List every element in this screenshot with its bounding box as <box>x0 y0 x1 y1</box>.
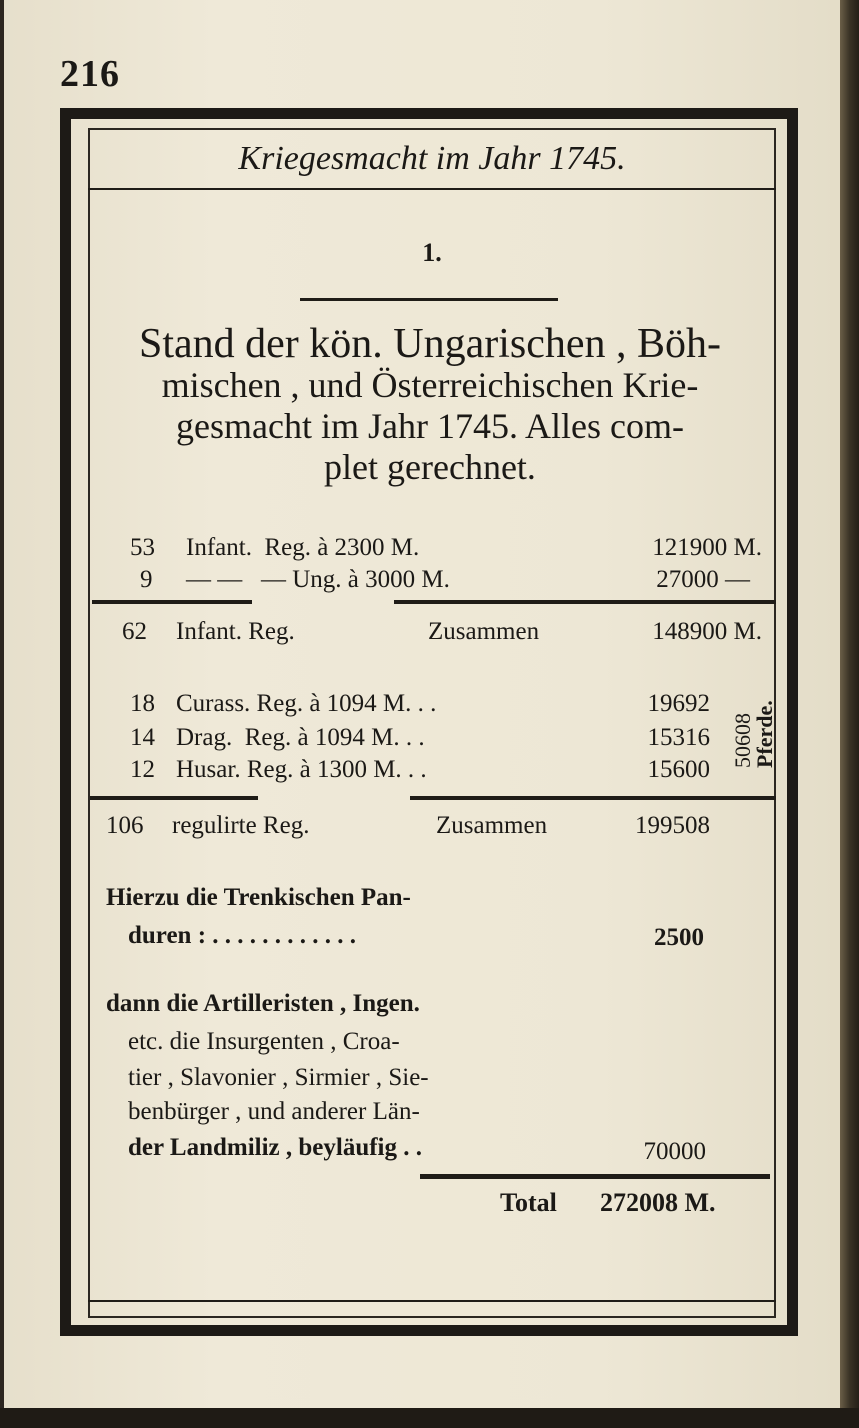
cavalry-row-text: Husar. Reg. à 1300 M. . . <box>176 756 427 783</box>
grand-total-value: 272008 M. <box>600 1188 716 1217</box>
pandur-line-2: duren : . . . . . . . . . . . . <box>128 922 357 949</box>
misc-line-3: tier , Slavonier , Sirmier , Sie- <box>128 1064 429 1091</box>
horses-label: Pferde. <box>752 700 777 768</box>
cavalry-row-value: 15600 <box>647 756 710 783</box>
infantry-row-text: Infant. Reg. à 2300 M. <box>186 534 420 561</box>
main-title <box>92 321 768 488</box>
infantry-row-value: 27000 — <box>656 566 750 593</box>
main-title-line-2: mischen , und Österreichischen Krie- <box>161 365 699 405</box>
infantry-total-word: Zusammen <box>428 618 540 645</box>
horses-annotation <box>708 690 788 770</box>
misc-line-2: etc. die Insurgenten , Croa- <box>128 1028 400 1055</box>
pandur-value: 2500 <box>654 924 704 951</box>
bottom-inner-rule <box>88 1300 776 1302</box>
cavalry-sum-rule-right <box>410 796 776 800</box>
cavalry-total-count: 106 <box>106 812 144 839</box>
cavalry-total-value: 199508 <box>635 812 710 839</box>
misc-line-1: dann die Artilleristen , Ingen. <box>106 990 420 1017</box>
infantry-sum-rule-left <box>92 600 252 604</box>
cavalry-total-label: regulirte Reg. <box>172 812 310 839</box>
grand-total-rule <box>420 1174 770 1179</box>
cavalry-row-value: 15316 <box>647 724 710 751</box>
header-title: Kriegesmacht im Jahr 1745. <box>238 140 626 177</box>
page-left-edge <box>0 0 4 1428</box>
cavalry-row-value: 19692 <box>647 690 710 717</box>
cavalry-row-text: Drag. Reg. à 1094 M. . . <box>176 724 425 751</box>
misc-value: 70000 <box>643 1138 706 1165</box>
horses-total: 50608 <box>730 713 755 768</box>
section-number: 1. <box>422 238 442 267</box>
main-title-line-1: Stand der kön. Ungarischen , Böh- <box>138 321 722 367</box>
pandur-line-1: Hierzu die Trenkischen Pan- <box>106 884 411 911</box>
cavalry-row-text: Curass. Reg. à 1094 M. . . <box>176 690 437 717</box>
section-divider <box>300 298 558 301</box>
infantry-total-label: Infant. Reg. <box>176 618 295 645</box>
infantry-row-count: 9 <box>140 566 153 593</box>
infantry-total-count: 62 <box>122 618 147 645</box>
misc-line-5: der Landmiliz , beyläufig . . <box>128 1134 423 1161</box>
misc-line-4: benbürger , und anderer Län- <box>128 1098 420 1125</box>
infantry-total-value: 148900 M. <box>652 618 762 645</box>
infantry-sum-rule-right <box>394 600 776 604</box>
main-title-line-4: plet gerechnet. <box>324 447 536 487</box>
cavalry-total-word: Zusammen <box>436 812 548 839</box>
infantry-row-text: — — — Ung. à 3000 M. <box>186 566 450 593</box>
infantry-row-count: 53 <box>130 534 155 561</box>
page-number: 216 <box>60 53 120 95</box>
cavalry-row-count: 14 <box>130 724 155 751</box>
header-rule <box>88 188 776 190</box>
grand-total-label: Total <box>500 1188 557 1217</box>
cavalry-sum-rule-left <box>90 796 258 800</box>
cavalry-row-count: 18 <box>130 690 155 717</box>
main-title-line-3: gesmacht im Jahr 1745. Alles com- <box>176 406 684 446</box>
infantry-row-value: 121900 M. <box>652 534 762 561</box>
page-bottom-edge <box>0 1408 859 1428</box>
page-right-edge <box>840 0 859 1428</box>
cavalry-row-count: 12 <box>130 756 155 783</box>
